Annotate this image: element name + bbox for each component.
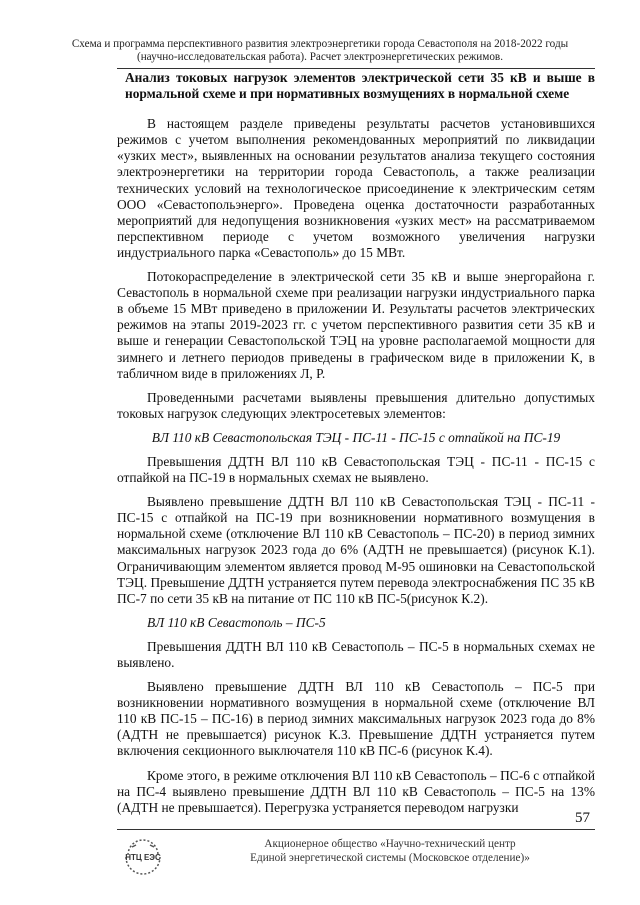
paragraph: Превышения ДДТН ВЛ 110 кВ Севастопольская ТЭЦ - ПС-11 - ПС-15 с отпайкой на ПС-19 в нормальных схемах не выявлено. [117, 453, 595, 486]
header-line-1: Схема и программа перспективного развития электроэнергетики города Севастополя на 2018-2022 годы [71, 38, 569, 50]
paragraph: Кроме этого, в режиме отключения ВЛ 110 кВ Севастополь – ПС-6 с отпайкой на ПС-4 выявлено превышение ДДТН ВЛ 110 кВ Севастополь – ПС-5 на 13% (АДТН не превышается). Перегрузка устраняется переводом нагрузки [117, 767, 595, 815]
subsection-title: ВЛ 110 кВ Севастополь – ПС-5 [147, 614, 326, 630]
paragraph: Выявлено превышение ДДТН ВЛ 110 кВ Севастополь – ПС-5 при возникновении нормативного возмущения в нормальной схеме (отключение ВЛ 110 кВ ПС-15 – ПС-16) в период зимних максимальных нагрузок 2023 года до 8% (АДТН не превышается) рисунок К.3. Превышение ДДТН устраняется путем включения секционного выключателя 110 кВ ПС-6 (рисунок К.4). [117, 679, 595, 759]
paragraph: Выявлено превышение ДДТН ВЛ 110 кВ Севастопольская ТЭЦ - ПС-11 - ПС-15 с отпайкой на ПС-19 при возникновении нормативного возмущения в нормальной схеме (отключение ВЛ 110 кВ Севастополь – ПС-20) в период зимних максимальных нагрузок 2023 года до 6% (АДТН не превышается) (рисунок К.1). Ограничивающим элементом является провод М-95 ошиновки на Севастопольской ТЭЦ. Превышение ДДТН устраняется путем перевода электроснабжения ПС 35 кВ ПС-7 по сети 35 кВ на питание от ПС 110 кВ ПС-5(рисунок К.2). [117, 494, 595, 606]
paragraph: Потокораспределение в электрической сети 35 кВ и выше энергорайона г. Севастополь в нормальной схеме при реализации нагрузки индустриального парка в объеме 15 МВт приведено в приложении И. Результаты расчетов электрических режимов на этапы 2019-2023 гг. с учетом перспективного развития сети 35 кВ и выше и генерации Севастопольской ТЭЦ на уровне располагаемой мощности для зимнего и летнего периодов приведены в графическом виде в приложении К, в табличном виде в приложениях Л, Р. [117, 269, 595, 381]
page-header [70, 38, 570, 64]
footer-line-2: Единой энергетической системы (Московское отделение)» [250, 852, 530, 864]
page-footer [210, 837, 570, 865]
paragraph: В настоящем разделе приведены результаты расчетов установившихся режимов с учетом выполнения рекомендованных мероприятий по ликвидации «узких мест», выявленных на основании результатов анализа текущего состояния электроэнергетики на территории города Севастополь, а также реализации технических условий на технологическое присоединение к электрическим сетям ООО «Севастопольэнерго». Проведена оценка достаточности разработанных мероприятий для недопущения возникновения «узких мест» на рассматриваемом перспективном периоде с учетом возможного увеличения нагрузки индустриального парка «Севастополь» до 15 МВт. [117, 116, 595, 260]
company-logo-icon [118, 833, 168, 879]
page-number: 57 [575, 810, 590, 826]
header-divider [117, 68, 595, 69]
footer-line-1: Акционерное общество «Научно-технический центр [264, 838, 516, 850]
logo-text: НТЦ ЕЭС [125, 853, 161, 862]
paragraph: Превышения ДДТН ВЛ 110 кВ Севастополь – ПС-5 в нормальных схемах не выявлено. [117, 638, 595, 670]
section-heading: Анализ токовых нагрузок элементов электрической сети 35 кВ и выше в нормальной схеме и при нормативных возмущениях в нормальной схеме [125, 70, 595, 102]
paragraph: Проведенными расчетами выявлены превышения длительно допустимых токовых нагрузок следующих электросетевых элементов: [117, 389, 595, 421]
subsection-title: ВЛ 110 кВ Севастопольская ТЭЦ - ПС-11 - ПС-15 с отпайкой на ПС-19 [151, 429, 561, 445]
document-body [117, 70, 595, 824]
footer-divider [117, 829, 595, 830]
header-line-2: (научно-исследовательская работа). Расчет электроэнергетических режимов. [136, 51, 504, 63]
